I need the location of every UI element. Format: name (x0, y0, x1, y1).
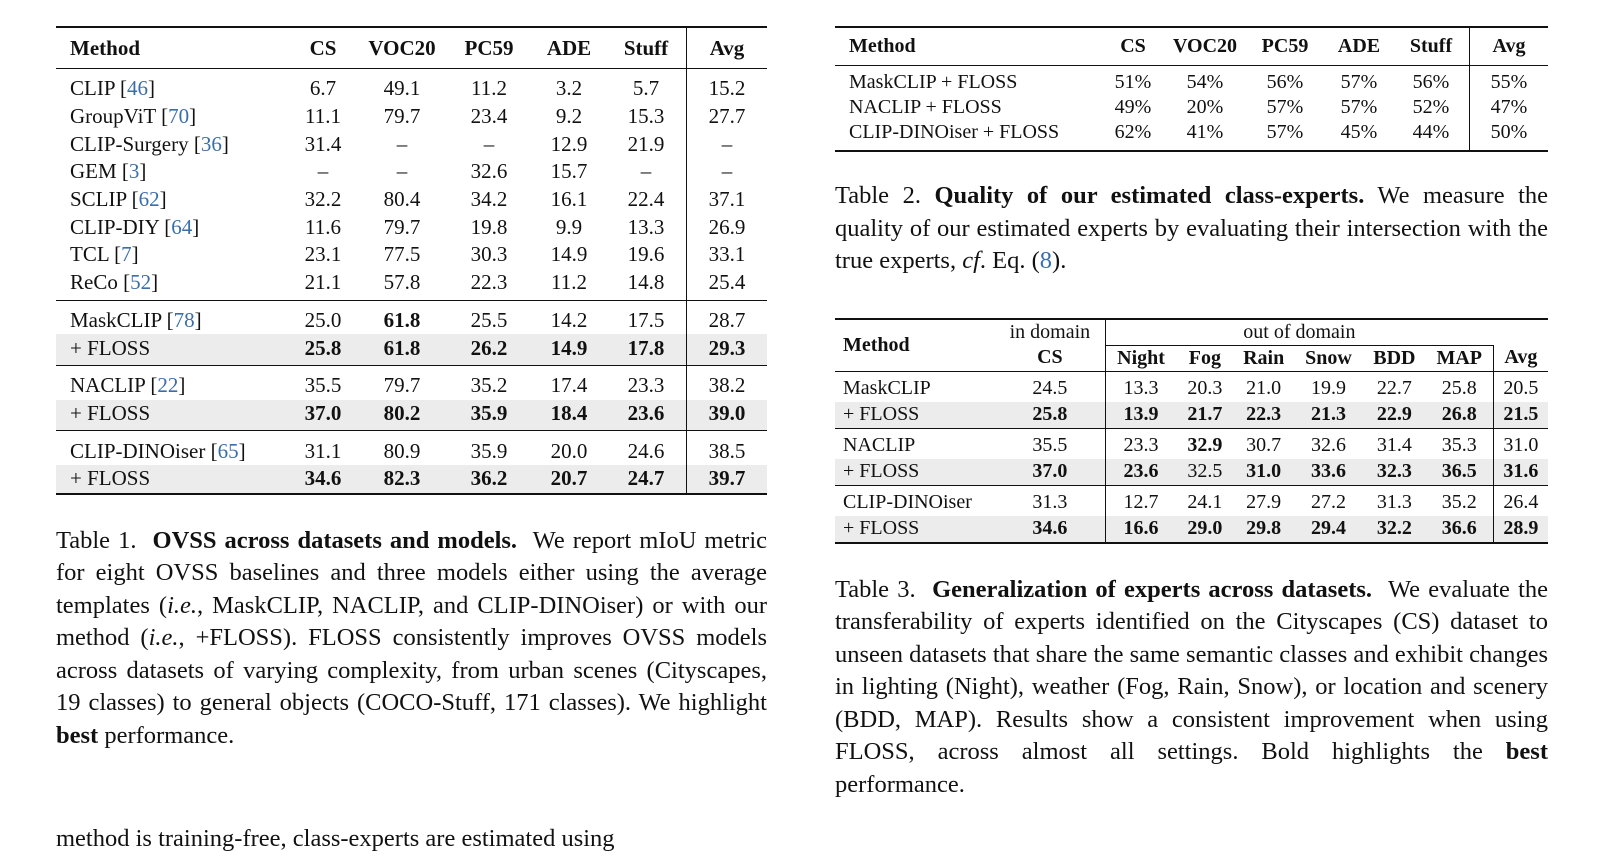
method-name: ReCo [52] (70, 270, 159, 295)
caption-text: . Eq. ( (979, 247, 1040, 274)
caption-label: Table 3. (835, 575, 916, 603)
table-cell: 34.6 (288, 465, 358, 494)
caption-text: We report mIoU metric for eight OVSS baselines and three models either using the average templates ( (56, 526, 768, 619)
caption-title: Quality of our estimated class-experts. (934, 182, 1365, 209)
table-2-col-method: Method (835, 27, 1101, 66)
table-cell: 32.2 (304, 187, 342, 212)
caption-text: performance. (104, 721, 235, 749)
table-cell: 49% (1114, 96, 1152, 118)
equation-ref[interactable]: 8 (1039, 247, 1053, 274)
table-cell: 52% (1412, 96, 1450, 118)
table-3-col-bdd: BDD (1363, 345, 1426, 371)
table-cell: 23.3 (1105, 428, 1176, 459)
method-name: CLIP [46] (70, 76, 155, 101)
method-name: SCLIP [62] (70, 187, 167, 212)
table-cell: 9.2 (555, 104, 583, 129)
method-name (56, 400, 288, 431)
table-cell: – (317, 159, 329, 184)
table-cell: 20.5 (1493, 371, 1548, 402)
table-cell: 26.4 (1493, 485, 1548, 516)
method-name: TCL [7] (70, 242, 139, 267)
table-cell: 30.7 (1233, 428, 1294, 459)
table-cell: – (640, 159, 652, 184)
table-cell: 23.3 (606, 365, 687, 399)
table-cell: 35.2 (446, 365, 532, 399)
table-cell: 80.2 (358, 400, 446, 431)
table-cell: 22.7 (1376, 377, 1412, 399)
method-name: + FLOSS (835, 402, 995, 429)
table-row (835, 66, 1548, 96)
table-cell: 23.1 (304, 242, 342, 267)
table-cell: 28.9 (1493, 516, 1548, 543)
table-3-col-rain: Rain (1233, 345, 1294, 371)
table-cell: 33.1 (687, 241, 768, 269)
table-cell: 39.7 (687, 465, 768, 494)
table-cell: 25.8 (995, 402, 1105, 429)
table-cell: 31.6 (1493, 459, 1548, 486)
method-name: + FLOSS (835, 516, 995, 543)
method-label: + FLOSS (70, 400, 151, 425)
table-cell: 9.9 (555, 214, 583, 239)
table-cell: 14.9 (550, 242, 588, 267)
table-cell: 25.8 (1441, 377, 1477, 399)
citation-link[interactable]: 70 (168, 104, 190, 129)
table-cell: 13.3 (1105, 371, 1176, 402)
table-cell: 41% (1186, 121, 1224, 143)
table-cell: 21.5 (1493, 402, 1548, 429)
table-cell: 18.4 (532, 400, 606, 431)
table-1-col-ade: ADE (532, 27, 606, 69)
table-cell: 37.0 (995, 459, 1105, 486)
table-cell: 82.3 (358, 465, 446, 494)
table-1 (56, 26, 767, 495)
table-3 (835, 318, 1548, 544)
table-cell: 23.4 (470, 104, 508, 129)
table-3-out-domain-label: out of domain (1105, 319, 1493, 346)
table-cell: 54% (1186, 71, 1224, 93)
table-cell: 56% (1266, 71, 1304, 93)
table-cell: 21.7 (1177, 402, 1234, 429)
table-cell: 20.7 (532, 465, 606, 494)
table-cell: 30.3 (470, 242, 508, 267)
table-cell: 17.4 (532, 365, 606, 399)
table-3-col-night: Night (1105, 345, 1176, 371)
table-cell: 22.3 (1233, 402, 1294, 429)
table-cell: 11.6 (305, 214, 341, 239)
table-cell: 45% (1340, 121, 1378, 143)
citation-link[interactable]: 65 (217, 438, 239, 463)
table-cell: 29.0 (1177, 516, 1234, 543)
table-cell: 13.3 (627, 214, 665, 239)
citation-link[interactable]: 78 (173, 307, 195, 332)
table-1-col-method: Method (56, 27, 288, 69)
table-cell: – (687, 158, 768, 186)
method-name: CLIP-DINOiser + FLOSS (849, 121, 1060, 143)
citation-link[interactable]: 64 (171, 214, 193, 239)
caption-best: best (56, 721, 99, 749)
table-cell: 57% (1340, 96, 1378, 118)
table-cell: 35.5 (995, 428, 1105, 459)
table-row (56, 103, 767, 131)
table-row (835, 371, 1548, 402)
method-name: GroupViT [70] (70, 104, 197, 129)
caption-cf: cf (962, 247, 980, 274)
table-row (56, 241, 767, 269)
method-name: NACLIP + FLOSS (849, 96, 1002, 118)
citation-link[interactable]: 36 (200, 131, 222, 156)
method-label: SCLIP (70, 187, 127, 212)
method-name: MaskCLIP + FLOSS (849, 71, 1018, 93)
table-cell: 27.2 (1294, 485, 1363, 516)
left-column (56, 26, 767, 752)
table-cell: 79.7 (358, 365, 446, 399)
method-name: CLIP-Surgery [36] (70, 131, 229, 156)
table-cell: 33.6 (1294, 459, 1363, 486)
table-cell: 57.8 (383, 270, 421, 295)
table-cell: 51% (1114, 71, 1152, 93)
table-row (835, 428, 1548, 459)
table-row (56, 334, 767, 365)
table-cell: 49.1 (383, 76, 421, 101)
table-row (56, 300, 767, 334)
table-cell: 23.6 (606, 400, 687, 431)
caption-best: best (1505, 738, 1548, 765)
table-cell: 50% (1470, 120, 1549, 151)
method-name (56, 334, 288, 365)
table-row (56, 186, 767, 214)
table-3-col-fog: Fog (1177, 345, 1234, 371)
table-1-col-avg: Avg (687, 27, 768, 69)
table-cell: 19.9 (1311, 377, 1347, 399)
citation-link[interactable]: 52 (130, 270, 152, 295)
citation-link[interactable]: 7 (121, 242, 132, 267)
table-cell: 35.2 (1426, 485, 1493, 516)
table-cell: 24.1 (1177, 485, 1234, 516)
table-2 (835, 26, 1548, 152)
table-cell: 77.5 (383, 242, 421, 267)
table-cell: 37.1 (687, 186, 768, 214)
table-1-col-stuff: Stuff (606, 27, 687, 69)
table-cell: 25.8 (288, 334, 358, 365)
table-cell: 25.0 (288, 300, 358, 334)
table-cell: 35.3 (1426, 428, 1493, 459)
method-name: + FLOSS (835, 459, 995, 486)
table-row (835, 516, 1548, 543)
table-cell: 28.7 (687, 300, 768, 334)
table-cell: 21.3 (1294, 402, 1363, 429)
table-3-in-domain-label: in domain (1009, 320, 1091, 343)
table-cell: 31.3 (995, 485, 1105, 516)
table-cell: 37.0 (288, 400, 358, 431)
table-cell: 21.9 (627, 131, 665, 156)
table-cell: 31.0 (1233, 459, 1294, 486)
table-cell: 5.7 (632, 76, 660, 101)
table-3-col-map: MAP (1426, 345, 1493, 371)
method-name: CLIP-DINOiser (835, 485, 995, 516)
method-label: CLIP-DIY (70, 214, 160, 239)
table-cell: 22.9 (1363, 402, 1426, 429)
table-3-empty-header (1493, 319, 1548, 346)
caption-title: Generalization of experts across datasets. (932, 575, 1373, 603)
table-cell: 3.2 (555, 76, 583, 101)
table-cell: 34.2 (470, 187, 508, 212)
method-label: + FLOSS (70, 466, 151, 491)
table-cell: 11.2 (471, 76, 507, 101)
table-row (56, 465, 767, 494)
citation-link[interactable]: 22 (157, 373, 179, 398)
method-label: CLIP-Surgery (70, 131, 189, 156)
caption-text: We evaluate the transferability of experts identified on the Cityscapes (CS) dataset to unseen datasets that share the same semantic classes and exhibit changes in lighting (Night), weather (Fog, Rain, Snow), or location and scenery (BDD, MAP). Results show a consistent improvement when using FLOSS, across almost all settings. Bold highlights the (835, 575, 1549, 765)
table-cell: 79.7 (383, 104, 421, 129)
table-3-col-snow: Snow (1294, 345, 1363, 371)
caption-text: performance. (835, 770, 965, 798)
table-cell: 15.3 (627, 104, 665, 129)
table-cell: 20.3 (1187, 377, 1223, 399)
table-cell: 26.2 (446, 334, 532, 365)
table-2-caption (835, 180, 1548, 278)
table-row (835, 485, 1548, 516)
table-cell: 57% (1340, 71, 1378, 93)
table-cell: 27.7 (687, 103, 768, 131)
method-name: CLIP-DINOiser [65] (56, 431, 288, 465)
method-name: GEM [3] (70, 159, 147, 184)
table-cell: 31.3 (1363, 485, 1426, 516)
table-cell: 61.8 (358, 300, 446, 334)
method-name (56, 465, 288, 494)
right-column (835, 26, 1548, 801)
table-cell: 11.1 (305, 104, 341, 129)
table-cell: 14.2 (532, 300, 606, 334)
table-3-col-cs: CS (995, 345, 1105, 371)
table-cell: – (396, 131, 408, 156)
table-cell: 35.5 (288, 365, 358, 399)
table-cell: 80.9 (358, 431, 446, 465)
body-paragraph: method is training-free, class-experts are estimated using (56, 825, 615, 852)
table-cell: 11.2 (551, 270, 587, 295)
table-row (835, 95, 1548, 120)
table-1-col-voc20: VOC20 (358, 27, 446, 69)
method-label: GEM (70, 159, 117, 184)
table-cell: 14.8 (627, 270, 665, 295)
citation-link[interactable]: 62 (138, 187, 160, 212)
table-1-col-pc59: PC59 (446, 27, 532, 69)
method-label: NACLIP (70, 373, 146, 398)
table-cell: 36.5 (1426, 459, 1493, 486)
table-row (56, 269, 767, 300)
table-cell: 21.0 (1246, 377, 1282, 399)
caption-title: OVSS across datasets and models. (152, 526, 518, 554)
caption-text: , MaskCLIP, NACLIP, and CLIP-DINOiser) or with our method ( (56, 591, 768, 652)
table-cell: 16.1 (550, 187, 588, 212)
table-cell: 21.1 (304, 270, 342, 295)
table-cell: 16.6 (1105, 516, 1176, 543)
table-cell: 38.2 (687, 365, 768, 399)
caption-text: ). (1052, 247, 1067, 274)
table-cell: 44% (1412, 121, 1450, 143)
table-2-header-row (835, 27, 1548, 66)
table-cell: 35.9 (446, 431, 532, 465)
table-cell: – (483, 131, 495, 156)
table-cell: 27.9 (1233, 485, 1294, 516)
table-3-col-method: Method (835, 319, 995, 372)
table-cell: 31.1 (288, 431, 358, 465)
table-row (56, 158, 767, 186)
table-cell: 25.5 (446, 300, 532, 334)
table-cell: 17.5 (606, 300, 687, 334)
caption-ie: i.e. (148, 624, 179, 652)
method-name: NACLIP (835, 428, 995, 459)
table-cell: 19.6 (627, 242, 665, 267)
table-cell: 38.5 (687, 431, 768, 465)
method-label: GroupViT (70, 104, 156, 129)
table-3-col-avg: Avg (1493, 345, 1548, 371)
table-cell: 55% (1470, 66, 1549, 96)
table-cell: 24.7 (606, 465, 687, 494)
table-cell: 12.9 (550, 131, 588, 156)
table-cell: 32.6 (470, 159, 508, 184)
table-1-col-cs: CS (288, 27, 358, 69)
table-cell: 80.4 (383, 187, 421, 212)
table-cell: 47% (1470, 95, 1549, 120)
table-cell: 32.2 (1363, 516, 1426, 543)
table-cell: 26.9 (687, 213, 768, 241)
caption-label: Table 2. (835, 182, 921, 209)
caption-label: Table 1. (56, 526, 137, 554)
table-row (835, 402, 1548, 429)
table-3-caption (835, 574, 1548, 802)
table-row (835, 459, 1548, 486)
table-cell: 12.7 (1105, 485, 1176, 516)
table-cell: 36.2 (446, 465, 532, 494)
table-cell: 36.6 (1426, 516, 1493, 543)
table-cell: 32.6 (1294, 428, 1363, 459)
citation-link[interactable]: 3 (128, 159, 140, 184)
table-row (56, 365, 767, 399)
table-cell: 15.7 (550, 159, 588, 184)
table-cell: 35.9 (446, 400, 532, 431)
table-cell: 22.4 (627, 187, 665, 212)
table-row (56, 130, 767, 158)
table-cell: 29.8 (1233, 516, 1294, 543)
table-2-col-ade: ADE (1325, 27, 1393, 66)
table-cell: 31.0 (1493, 428, 1548, 459)
table-cell: 57% (1266, 96, 1304, 118)
caption-ie: i.e. (167, 591, 197, 619)
table-cell: 14.9 (532, 334, 606, 365)
table-1-header-row (56, 27, 767, 69)
table-cell: 20.0 (532, 431, 606, 465)
caption-text: We measure the quality of our estimated experts by evaluating their intersection with the true experts, (835, 182, 1549, 274)
table-cell: 25.4 (687, 269, 768, 300)
table-cell: 29.3 (687, 334, 768, 365)
table-cell: 31.4 (304, 131, 342, 156)
table-cell: 19.8 (470, 214, 508, 239)
table-3-header-row-1 (835, 319, 1548, 346)
citation-link[interactable]: 46 (126, 76, 148, 101)
method-label: ReCo (70, 270, 118, 295)
method-label: MaskCLIP (70, 307, 162, 332)
method-name: NACLIP [22] (56, 365, 288, 399)
table-cell: 20% (1186, 96, 1224, 118)
table-cell: 26.8 (1426, 402, 1493, 429)
table-2-col-stuff: Stuff (1393, 27, 1470, 66)
table-cell: 62% (1114, 121, 1152, 143)
table-2-col-voc20: VOC20 (1165, 27, 1245, 66)
table-2-col-cs: CS (1101, 27, 1165, 66)
table-cell: 34.6 (995, 516, 1105, 543)
table-cell: 17.8 (606, 334, 687, 365)
table-cell: 39.0 (687, 400, 768, 431)
method-label: CLIP (70, 76, 115, 101)
table-cell: 61.8 (358, 334, 446, 365)
table-cell: 32.3 (1363, 459, 1426, 486)
method-name: MaskCLIP [78] (56, 300, 288, 334)
table-cell: 32.5 (1177, 459, 1234, 486)
method-name: MaskCLIP (843, 377, 931, 399)
method-label: TCL (70, 242, 109, 267)
table-row (56, 400, 767, 431)
method-name: CLIP-DIY [64] (70, 214, 200, 239)
table-cell: 6.7 (309, 76, 337, 101)
table-cell: 79.7 (383, 214, 421, 239)
table-row (56, 431, 767, 465)
table-cell: 22.3 (470, 270, 508, 295)
table-cell: 13.9 (1105, 402, 1176, 429)
table-cell: 32.9 (1177, 428, 1234, 459)
table-2-col-pc59: PC59 (1245, 27, 1325, 66)
table-cell: 23.6 (1105, 459, 1176, 486)
table-cell: 57% (1266, 121, 1304, 143)
table-cell: – (687, 130, 768, 158)
table-cell: 15.2 (687, 69, 768, 103)
table-cell: 29.4 (1294, 516, 1363, 543)
table-row (835, 120, 1548, 151)
table-cell: 31.4 (1363, 428, 1426, 459)
table-cell: 56% (1412, 71, 1450, 93)
table-1-caption (56, 525, 767, 753)
table-row (56, 69, 767, 103)
table-cell: – (396, 159, 408, 184)
table-row (56, 213, 767, 241)
table-cell: 24.6 (606, 431, 687, 465)
method-label: CLIP-DINOiser (70, 438, 206, 463)
table-2-col-avg: Avg (1470, 27, 1549, 66)
method-label: + FLOSS (70, 335, 151, 360)
caption-text: , +FLOSS). FLOSS consistently improves OVSS models across datasets of varying complexity, from urban scenes (Cityscapes, 19 classes) to general objects (COCO-Stuff, 171 classes). We highlight (56, 624, 767, 717)
table-cell: 24.5 (1032, 377, 1068, 399)
